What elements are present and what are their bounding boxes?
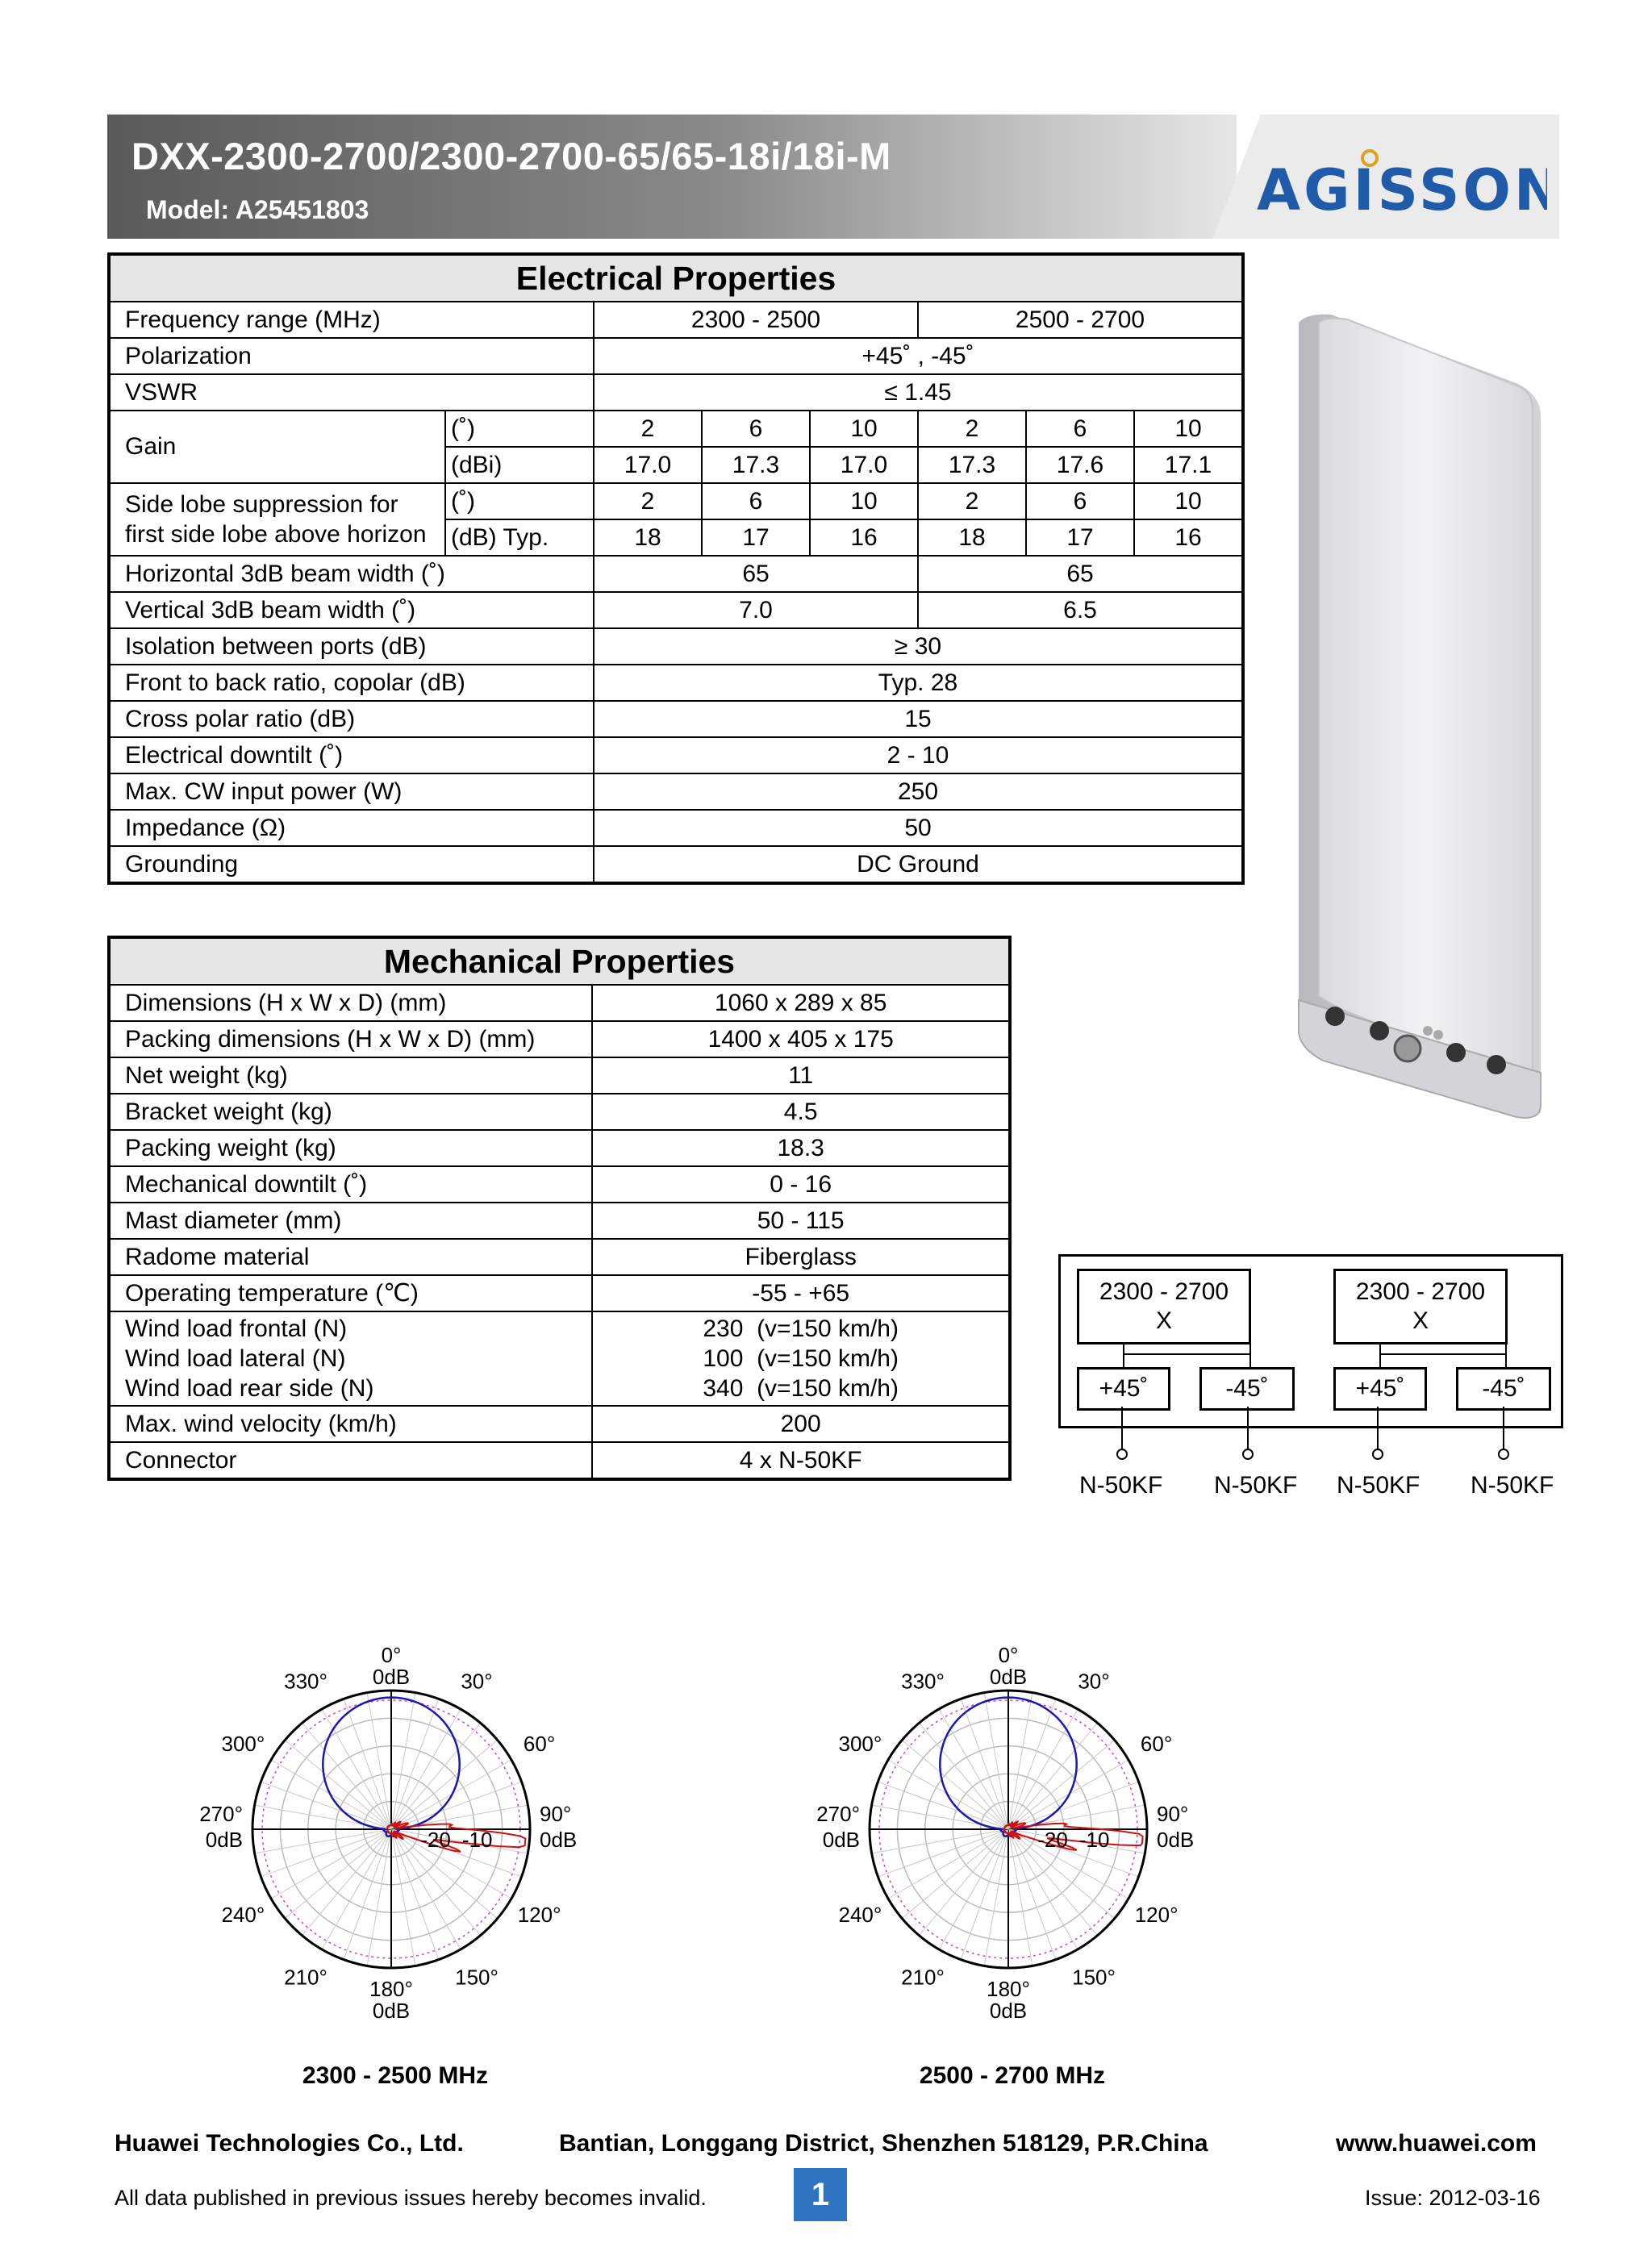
vertical-pattern-line bbox=[1004, 1821, 1143, 1850]
zero-db-label: 0dB bbox=[1157, 1828, 1195, 1852]
footer-address: Bantian, Longgang District, Shenzhen 518129, P.R.China bbox=[559, 2130, 1208, 2157]
table-row bbox=[109, 846, 1243, 883]
angle-label: 120° bbox=[1134, 1903, 1179, 1927]
angle-label: 60° bbox=[523, 1732, 556, 1756]
sidelobe-tilt: 2 bbox=[918, 483, 1026, 519]
product-title: DXX-2300-2700/2300-2700-65/65-18i/18i-M bbox=[131, 135, 891, 177]
row-label: Grounding bbox=[109, 846, 594, 883]
row-label: Vertical 3dB beam width (˚) bbox=[109, 592, 594, 628]
pattern-caption: 2300 - 2500 MHz bbox=[302, 2062, 489, 2089]
row-value: 0 - 16 bbox=[592, 1166, 1010, 1203]
row-value: ≥ 30 bbox=[594, 628, 1243, 665]
row-value: 11 bbox=[592, 1057, 1010, 1094]
electrical-heading: Electrical Properties bbox=[109, 254, 1243, 302]
table-row bbox=[109, 1094, 1010, 1130]
row-value-high: 6.5 bbox=[918, 592, 1243, 628]
mechanical-properties-table bbox=[107, 936, 1012, 1481]
row-label: Frequency range (MHz) bbox=[109, 302, 594, 338]
footer-website[interactable]: www.huawei.com bbox=[1336, 2130, 1537, 2157]
zero-db-label: 0dB bbox=[540, 1828, 578, 1852]
table-row bbox=[109, 1130, 1010, 1166]
angle-label: 150° bbox=[455, 1965, 499, 1990]
connector-label: N-50KF bbox=[1471, 1472, 1554, 1499]
row-value: -55 - +65 bbox=[592, 1275, 1010, 1311]
table-row bbox=[109, 374, 1243, 411]
model-number: Model: A25451803 bbox=[146, 195, 369, 224]
angle-label: 240° bbox=[221, 1903, 265, 1927]
unit-label: (˚) bbox=[445, 411, 594, 447]
port-box: +45˚ bbox=[1333, 1367, 1427, 1411]
row-label bbox=[109, 483, 445, 556]
agisson-logo bbox=[1257, 147, 1547, 219]
gain-value: 17.3 bbox=[702, 447, 810, 483]
cross-symbol: X bbox=[1155, 1307, 1172, 1334]
wind-label: Wind load rear side (N) bbox=[125, 1375, 374, 1402]
row-value: 4.5 bbox=[592, 1094, 1010, 1130]
row-label: Horizontal 3dB beam width (˚) bbox=[109, 556, 594, 592]
table-row bbox=[109, 628, 1243, 665]
row-value: 2 - 10 bbox=[594, 737, 1243, 773]
connector-diagram bbox=[1058, 1254, 1563, 1428]
row-value: 15 bbox=[594, 701, 1243, 737]
table-row bbox=[109, 302, 1243, 338]
unit-label: (dB) Typ. bbox=[445, 519, 594, 556]
zero-db-label: 0dB bbox=[822, 1828, 860, 1852]
table-row bbox=[109, 737, 1243, 773]
sidelobe-label-line: Side lobe suppression for bbox=[125, 491, 398, 518]
mechanical-heading: Mechanical Properties bbox=[109, 937, 1010, 985]
row-value: 200 bbox=[592, 1406, 1010, 1442]
ring-db-label: -20 bbox=[420, 1828, 451, 1852]
row-label: Front to back ratio, copolar (dB) bbox=[109, 665, 594, 701]
angle-label: 150° bbox=[1072, 1965, 1116, 1990]
zero-db-label: 0dB bbox=[205, 1828, 243, 1852]
wind-value: 340 (v=150 km/h) bbox=[703, 1375, 899, 1402]
angle-label: 180° bbox=[369, 1977, 413, 2001]
table-row bbox=[109, 1057, 1010, 1094]
sidelobe-tilt: 6 bbox=[702, 483, 810, 519]
zero-db-label: 0dB bbox=[372, 1665, 411, 1689]
ring-db-label: -10 bbox=[461, 1828, 493, 1852]
table-row bbox=[109, 338, 1243, 374]
sidelobe-tilt: 2 bbox=[594, 483, 702, 519]
connector-label: N-50KF bbox=[1337, 1472, 1420, 1499]
gain-tilt: 2 bbox=[594, 411, 702, 447]
zero-db-label: 0dB bbox=[989, 1999, 1028, 2023]
sidelobe-tilt: 10 bbox=[810, 483, 918, 519]
table-row bbox=[109, 773, 1243, 810]
angle-label: 60° bbox=[1140, 1732, 1173, 1756]
row-label: Bracket weight (kg) bbox=[109, 1094, 592, 1130]
connector-label: N-50KF bbox=[1079, 1472, 1163, 1499]
band-box bbox=[1333, 1269, 1508, 1345]
gain-tilt: 10 bbox=[1134, 411, 1243, 447]
sidelobe-value: 18 bbox=[594, 519, 702, 556]
radiation-pattern-2500-2700 bbox=[754, 1597, 1270, 2073]
gain-tilt: 6 bbox=[702, 411, 810, 447]
table-row bbox=[109, 1311, 1010, 1406]
angle-label: 240° bbox=[838, 1903, 882, 1927]
row-label: Radome material bbox=[109, 1239, 592, 1275]
angle-label: 330° bbox=[901, 1669, 945, 1694]
wind-label: Wind load lateral (N) bbox=[125, 1345, 346, 1372]
row-value-low: 7.0 bbox=[594, 592, 918, 628]
band-label: 2300 - 2700 bbox=[1099, 1278, 1229, 1305]
row-label: VSWR bbox=[109, 374, 594, 411]
header-banner bbox=[107, 115, 1559, 239]
row-label: Max. wind velocity (km/h) bbox=[109, 1406, 592, 1442]
band-box bbox=[1077, 1269, 1251, 1345]
row-label: Packing weight (kg) bbox=[109, 1130, 592, 1166]
row-label: Isolation between ports (dB) bbox=[109, 628, 594, 665]
page-number: 1 bbox=[794, 2168, 847, 2221]
antenna-product-image bbox=[1274, 306, 1549, 1121]
row-value: 1060 x 289 x 85 bbox=[592, 985, 1010, 1021]
table-row bbox=[109, 1203, 1010, 1239]
row-value: 50 bbox=[594, 810, 1243, 846]
sidelobe-value: 17 bbox=[702, 519, 810, 556]
table-row bbox=[109, 701, 1243, 737]
vertical-pattern-line bbox=[387, 1822, 525, 1852]
table-row bbox=[109, 1021, 1010, 1057]
angle-label: 210° bbox=[901, 1965, 945, 1990]
band-label: 2300 - 2700 bbox=[1355, 1278, 1486, 1305]
sidelobe-tilt: 10 bbox=[1134, 483, 1243, 519]
freq-high: 2500 - 2700 bbox=[918, 302, 1243, 338]
zero-db-label: 0dB bbox=[989, 1665, 1028, 1689]
row-label: Dimensions (H x W x D) (mm) bbox=[109, 985, 592, 1021]
row-value: +45˚ , -45˚ bbox=[594, 338, 1243, 374]
footer-issue: Issue: 2012-03-16 bbox=[1365, 2186, 1541, 2210]
sidelobe-value: 16 bbox=[810, 519, 918, 556]
electrical-properties-table bbox=[107, 252, 1245, 885]
row-value: 250 bbox=[594, 773, 1243, 810]
table-row bbox=[109, 1166, 1010, 1203]
table-row bbox=[109, 665, 1243, 701]
gain-value: 17.1 bbox=[1134, 447, 1243, 483]
angle-label: 30° bbox=[461, 1669, 493, 1694]
angle-label: 90° bbox=[540, 1802, 572, 1826]
angle-label: 180° bbox=[987, 1977, 1030, 2001]
port-box: -45˚ bbox=[1456, 1367, 1551, 1411]
table-row bbox=[109, 1442, 1010, 1479]
gain-tilt: 10 bbox=[810, 411, 918, 447]
logo-text: AGISSON bbox=[1257, 157, 1547, 219]
table-row bbox=[109, 810, 1243, 846]
ring-db-label: -10 bbox=[1078, 1828, 1110, 1852]
sidelobe-value: 18 bbox=[918, 519, 1026, 556]
table-row bbox=[109, 411, 1243, 447]
angle-label: 0° bbox=[381, 1643, 402, 1667]
unit-label: (˚) bbox=[445, 483, 594, 519]
sidelobe-tilt: 6 bbox=[1026, 483, 1134, 519]
row-label: Cross polar ratio (dB) bbox=[109, 701, 594, 737]
sidelobe-label-line: first side lobe above horizon bbox=[125, 521, 427, 548]
footer-company: Huawei Technologies Co., Ltd. bbox=[115, 2130, 464, 2157]
angle-label: 270° bbox=[816, 1802, 860, 1826]
row-value: 50 - 115 bbox=[592, 1203, 1010, 1239]
cross-symbol: X bbox=[1412, 1307, 1429, 1334]
angle-label: 300° bbox=[838, 1732, 882, 1756]
gain-value: 17.0 bbox=[594, 447, 702, 483]
table-row bbox=[109, 556, 1243, 592]
wind-value: 230 (v=150 km/h) bbox=[703, 1315, 899, 1342]
gain-tilt: 6 bbox=[1026, 411, 1134, 447]
angle-label: 120° bbox=[517, 1903, 561, 1927]
angle-label: 300° bbox=[221, 1732, 265, 1756]
angle-label: 210° bbox=[284, 1965, 327, 1990]
row-value: DC Ground bbox=[594, 846, 1243, 883]
row-value: Typ. 28 bbox=[594, 665, 1243, 701]
angle-label: 0° bbox=[998, 1643, 1019, 1667]
row-label: Polarization bbox=[109, 338, 594, 374]
table-row bbox=[109, 483, 1243, 519]
row-label: Gain bbox=[109, 411, 445, 483]
row-label bbox=[109, 1311, 592, 1406]
table-row bbox=[109, 985, 1010, 1021]
zero-db-label: 0dB bbox=[372, 1999, 411, 2023]
port-box: -45˚ bbox=[1199, 1367, 1295, 1411]
row-value: ≤ 1.45 bbox=[594, 374, 1243, 411]
wind-label: Wind load frontal (N) bbox=[125, 1315, 348, 1342]
row-label: Impedance (Ω) bbox=[109, 810, 594, 846]
table-row bbox=[109, 1406, 1010, 1442]
sidelobe-value: 17 bbox=[1026, 519, 1134, 556]
row-value: 4 x N-50KF bbox=[592, 1442, 1010, 1479]
table-row bbox=[109, 1239, 1010, 1275]
table-row bbox=[109, 1275, 1010, 1311]
row-value: 18.3 bbox=[592, 1130, 1010, 1166]
table-row bbox=[109, 592, 1243, 628]
row-label: Operating temperature (℃) bbox=[109, 1275, 592, 1311]
angle-label: 90° bbox=[1157, 1802, 1189, 1826]
ring-db-label: -20 bbox=[1037, 1828, 1068, 1852]
gain-value: 17.0 bbox=[810, 447, 918, 483]
pattern-caption: 2500 - 2700 MHz bbox=[919, 2062, 1106, 2089]
unit-label: (dBi) bbox=[445, 447, 594, 483]
angle-label: 330° bbox=[284, 1669, 327, 1694]
angle-label: 30° bbox=[1078, 1669, 1110, 1694]
gain-value: 17.6 bbox=[1026, 447, 1134, 483]
row-label: Mast diameter (mm) bbox=[109, 1203, 592, 1239]
footer-note: All data published in previous issues hereby becomes invalid. bbox=[115, 2186, 707, 2210]
row-value: Fiberglass bbox=[592, 1239, 1010, 1275]
row-value bbox=[592, 1311, 1010, 1406]
sidelobe-value: 16 bbox=[1134, 519, 1243, 556]
row-value: 1400 x 405 x 175 bbox=[592, 1021, 1010, 1057]
row-label: Net weight (kg) bbox=[109, 1057, 592, 1094]
row-label: Connector bbox=[109, 1442, 592, 1479]
row-label: Mechanical downtilt (˚) bbox=[109, 1166, 592, 1203]
row-label: Max. CW input power (W) bbox=[109, 773, 594, 810]
row-label: Packing dimensions (H x W x D) (mm) bbox=[109, 1021, 592, 1057]
port-box: +45˚ bbox=[1077, 1367, 1170, 1411]
row-value-high: 65 bbox=[918, 556, 1243, 592]
gain-value: 17.3 bbox=[918, 447, 1026, 483]
gain-tilt: 2 bbox=[918, 411, 1026, 447]
row-label: Electrical downtilt (˚) bbox=[109, 737, 594, 773]
wind-value: 100 (v=150 km/h) bbox=[703, 1345, 899, 1372]
angle-label: 270° bbox=[199, 1802, 243, 1826]
row-value-low: 65 bbox=[594, 556, 918, 592]
radiation-pattern-2300-2500 bbox=[137, 1597, 653, 2073]
freq-low: 2300 - 2500 bbox=[594, 302, 918, 338]
connector-label: N-50KF bbox=[1214, 1472, 1298, 1499]
